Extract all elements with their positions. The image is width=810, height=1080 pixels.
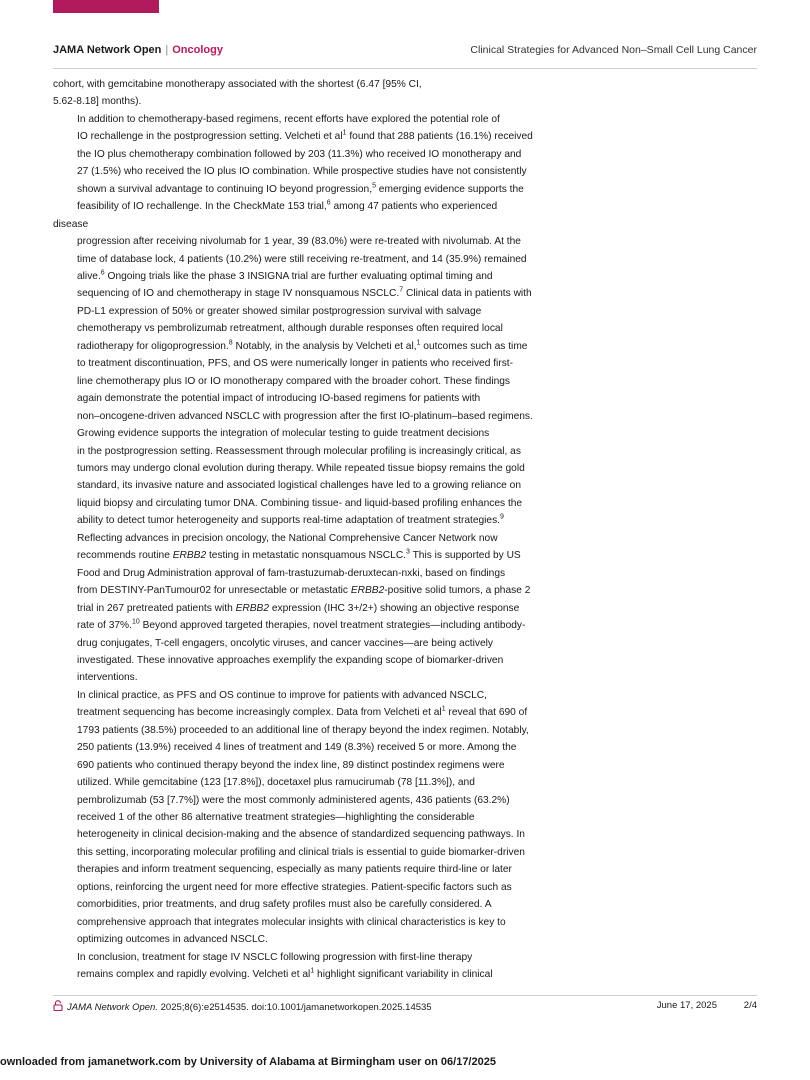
open-access-lock-icon [53, 1000, 63, 1010]
body-line: ability to detect tumor heterogeneity and supports real-time adaptation of treatment strategies.$^9$ [77, 513, 504, 527]
body-paragraph [53, 687, 533, 949]
body-line: time of database lock, 4 patients (10.2%) were still receiving re-treatment, and 14 (35.9%) remained [77, 253, 527, 265]
body-paragraph [53, 949, 533, 984]
running-title: Clinical Strategies for Advanced Non–Small Cell Lung Cancer [470, 44, 757, 56]
body-line: shown a survival advantage to continuing IO beyond progression,$^5$ emerging evidence supports the [77, 182, 524, 195]
page-footer [53, 1000, 757, 1016]
download-notice: ownloaded from jamanetwork.com by University of Alabama at Birmingham user on 06/17/2025 [0, 1056, 496, 1068]
body-line: alive.$^6$ Ongoing trials like the phase 3 INSIGNA trial are further evaluating optimal timing and [77, 269, 493, 282]
body-line: IO rechallenge in the postprogression setting. Velcheti et $al^1$ found that 288 patients (16.1%) received [77, 129, 533, 143]
header-separator: | [165, 44, 169, 56]
body-line: therapies and inform treatment sequencing, especially as many patients require third-line or later [77, 864, 512, 876]
header-rule [53, 68, 757, 69]
body-line: 690 patients who continued therapy beyond the index line, 89 distinct postindex regimens were [77, 759, 505, 771]
body-line: progression after receiving nivolumab for 1 year, 39 (83.0%) were re-treated with nivolumab. At the [77, 236, 521, 248]
body-line: in the postprogression setting. Reassessment through molecular profiling is increasingly critical, as [77, 445, 521, 457]
body-line: from DESTINY-PanTumour02 for unresectable or metastatic ERBB2-positive solid tumors, a phase 2 [77, 585, 531, 597]
body-line: line chemotherapy plus IO or IO monotherapy compared with the broader cohort. These findings [77, 375, 511, 387]
body-line: received 1 of the other 86 alternative treatment strategies—highlighting the considerable [77, 812, 475, 824]
body-paragraph [53, 111, 533, 425]
body-line: comprehensive approach that integrates molecular insights with clinical characteristics is key to [77, 916, 506, 928]
journal-color-bar [53, 0, 159, 13]
body-line: 5.62-8.18] months). [53, 96, 142, 108]
body-line: comorbidities, prior treatments, and drug safety profiles must also be carefully considered. A [77, 899, 492, 911]
body-line: Growing evidence supports the integration of molecular testing to guide treatment decisions [77, 428, 490, 440]
body-line: radiotherapy for oligoprogression.$^8$ Notably, in the analysis by Velcheti et al,$^1$ outcomes such as time [77, 339, 528, 352]
page-header [53, 44, 757, 62]
footer-date: June 17, 2025 [656, 1000, 717, 1011]
body-line: options, reinforcing the urgent need for more effective strategies. Patient-specific factors such as [77, 881, 512, 893]
body-paragraph [53, 76, 533, 111]
body-line: 250 patients (13.9%) received 4 lines of treatment and 149 (8.3%) received 5 or more. Among the [77, 742, 517, 754]
body-line: remains complex and rapidly evolving. Velcheti et $al^1$ highlight significant variability in clinical [77, 967, 493, 981]
body-paragraph [53, 425, 533, 687]
body-line: PD-L1 expression of 50% or greater showed similar postprogression survival with salvage [77, 305, 482, 317]
body-line: optimizing outcomes in advanced NSCLC. [77, 934, 268, 946]
footer-citation: 2025;8(6):e2514535. doi:10.1001/jamanetworkopen.2025.14535 [160, 1002, 432, 1013]
body-line: In conclusion, treatment for stage IV NSCLC following progression with first-line therapy [77, 951, 473, 963]
journal-name: JAMA Network Open [53, 44, 162, 56]
body-line: feasibility of IO rechallenge. In the CheckMate 153 trial,$^6$ among 47 patients who experienced disease [53, 199, 498, 230]
body-line: drug conjugates, T-cell engagers, oncolytic viruses, and cancer vaccines—are being actively [77, 637, 494, 649]
body-line: standard, its invasive nature and associated logistical challenges have led to a growing reliance on [77, 480, 521, 492]
body-line: investigated. These innovative approaches exemplify the expanding scope of biomarker-driven [77, 654, 504, 666]
body-line: to treatment discontinuation, PFS, and OS were numerically longer in patients who received first- [77, 358, 514, 370]
body-line: utilized. While gemcitabine (123 [17.8%]), docetaxel plus ramucirumab (78 [11.3%]), and [77, 777, 475, 789]
body-line: treatment sequencing has become increasingly complex. Data from Velcheti et $al^1$ reveal that 690 of [77, 705, 528, 719]
body-line: interventions. [77, 672, 138, 684]
article-body [53, 76, 533, 984]
footer-rule [53, 995, 757, 996]
body-line: In addition to chemotherapy-based regimens, recent efforts have explored the potential role of [77, 113, 500, 125]
body-line: Food and Drug Administration approval of fam-trastuzumab-deruxtecan-nxki, based on findings [77, 567, 506, 579]
body-line: sequencing of IO and chemotherapy in stage IV nonsquamous NSCLC.$^7$ Clinical data in patients with [77, 287, 532, 300]
body-line: 1793 patients (38.5%) proceeded to an additional line of therapy beyond the index regimen. Notably, [77, 724, 529, 736]
body-line: tumors may undergo clonal evolution during therapy. While repeated tissue biopsy remains the gold [77, 462, 525, 474]
body-line: heterogeneity in clinical decision-making and the absence of standardized sequencing pathways. In [77, 829, 525, 841]
page-number: 2/4 [743, 1000, 757, 1011]
section-label: Oncology [172, 44, 223, 56]
body-line: liquid biopsy and circulating tumor DNA. Combining tissue- and liquid-based profiling enhances the [77, 497, 523, 509]
body-line: pembrolizumab (53 [7.7%]) were the most commonly administered agents, 436 patients (63.2%) [77, 794, 510, 806]
body-line: this setting, incorporating molecular profiling and clinical trials is essential to guide biomarker-driven [77, 846, 525, 858]
body-line: trial in 267 pretreated patients with ERBB2 expression (IHC 3+/2+) showing an objective response [77, 602, 520, 614]
body-line: In clinical practice, as PFS and OS continue to improve for patients with advanced NSCLC, [77, 689, 487, 701]
body-line: chemotherapy vs pembrolizumab retreatment, although durable responses often required local [77, 323, 503, 335]
body-line: recommends routine ERBB2 testing in metastatic nonsquamous NSCLC.$^3$ This is supported by US [77, 548, 521, 562]
body-line: Reflecting advances in precision oncology, the National Comprehensive Cancer Network now [77, 532, 498, 544]
footer-journal: JAMA Network Open. [67, 1002, 158, 1013]
body-line: again demonstrate the potential impact of introducing IO-based regimens for patients with [77, 393, 481, 405]
body-line: 27 (1.5%) who received the IO plus IO combination. While prospective studies have not consistently [77, 166, 527, 178]
body-line: rate of 37%.$^{10}$ Beyond approved targeted therapies, novel treatment strategies—including antibody- [77, 618, 526, 632]
body-line: the IO plus chemotherapy combination followed by 203 (11.3%) who received IO monotherapy and [77, 148, 522, 160]
body-line: non–oncogene-driven advanced NSCLC with progression after the first IO-platinum–based regimens. [77, 410, 533, 422]
body-line: cohort, with gemcitabine monotherapy associated with the shortest (6.47 [95% CI, [53, 79, 422, 90]
